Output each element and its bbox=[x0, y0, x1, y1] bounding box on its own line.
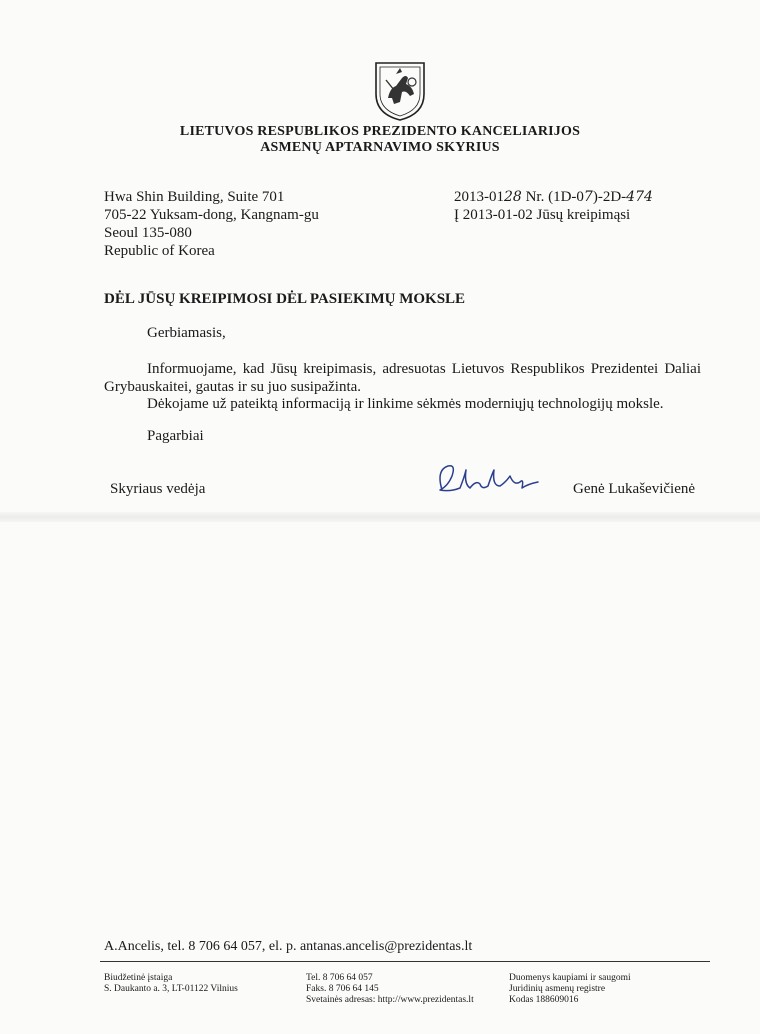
reference-line-2: Į 2013-01-02 Jūsų kreipimąsi bbox=[454, 207, 631, 223]
coat-of-arms-icon bbox=[372, 60, 428, 122]
signer-name: Genė Lukaševičienė bbox=[573, 481, 696, 497]
header-line-2: ASMENŲ APTARNAVIMO SKYRIUS bbox=[260, 140, 500, 155]
footer-divider bbox=[100, 961, 710, 962]
handwritten-date: 28 bbox=[504, 189, 522, 205]
address-line: Seoul 135-080 bbox=[104, 225, 192, 241]
header-line-1: LIETUVOS RESPUBLIKOS PREZIDENTO KANCELIARIJOS bbox=[179, 124, 581, 139]
nr-prefix: Nr. (1D-0 bbox=[521, 189, 584, 205]
closing: Pagarbiai bbox=[147, 428, 204, 444]
footer-text: Kodas 188609016 bbox=[509, 995, 579, 1005]
recipient-address bbox=[104, 188, 319, 260]
footer-text: Tel. 8 706 64 057 bbox=[306, 973, 373, 983]
handwritten-digit: 7 bbox=[583, 189, 593, 205]
footer-text: S. Daukanto a. 3, LT-01122 Vilnius bbox=[104, 984, 238, 994]
footer-text: Juridinių asmenų registre bbox=[509, 984, 606, 994]
greeting: Gerbiamasis, bbox=[147, 325, 226, 341]
reference-block bbox=[454, 188, 653, 224]
footer-column-1 bbox=[104, 973, 238, 995]
body-paragraph-1: Informuojame, kad Jūsų kreipimasis, adresuotas Lietuvos Respublikos Prezidentei Daliai Grybauskaitei, gautas ir su juo susipažinta. bbox=[104, 361, 701, 395]
handwritten-number: 474 bbox=[626, 189, 653, 205]
address-line: Republic of Korea bbox=[104, 243, 215, 259]
address-line: 705-22 Yuksam-dong, Kangnam-gu bbox=[104, 207, 319, 223]
contact-line: A.Ancelis, tel. 8 706 64 057, el. p. antanas.ancelis@prezidentas.lt bbox=[104, 939, 473, 954]
nr-middle: )-2D- bbox=[592, 189, 627, 205]
footer-text: Duomenys kaupiami ir saugomi bbox=[509, 973, 631, 983]
date-prefix: 2013-01 bbox=[454, 189, 504, 205]
handwritten-signature-icon bbox=[430, 460, 545, 500]
signer-role: Skyriaus vedėja bbox=[110, 481, 206, 497]
footer-column-2 bbox=[306, 973, 474, 1006]
body-paragraph-2: Dėkojame už pateiktą informaciją ir linkime sėkmės moderniųjų technologijų moksle. bbox=[147, 396, 664, 412]
paper-fold bbox=[0, 512, 760, 522]
footer-column-3 bbox=[509, 973, 631, 1006]
footer-text: Faks. 8 706 64 145 bbox=[306, 984, 379, 994]
address-line: Hwa Shin Building, Suite 701 bbox=[104, 189, 285, 205]
letter-subject: DĖL JŪSŲ KREIPIMOSI DĖL PASIEKIMŲ MOKSLE bbox=[104, 291, 466, 307]
footer-text: Biudžetinė įstaiga bbox=[104, 973, 173, 983]
reference-number bbox=[454, 188, 653, 206]
footer-text: Svetainės adresas: http://www.prezidentas.lt bbox=[306, 995, 474, 1005]
